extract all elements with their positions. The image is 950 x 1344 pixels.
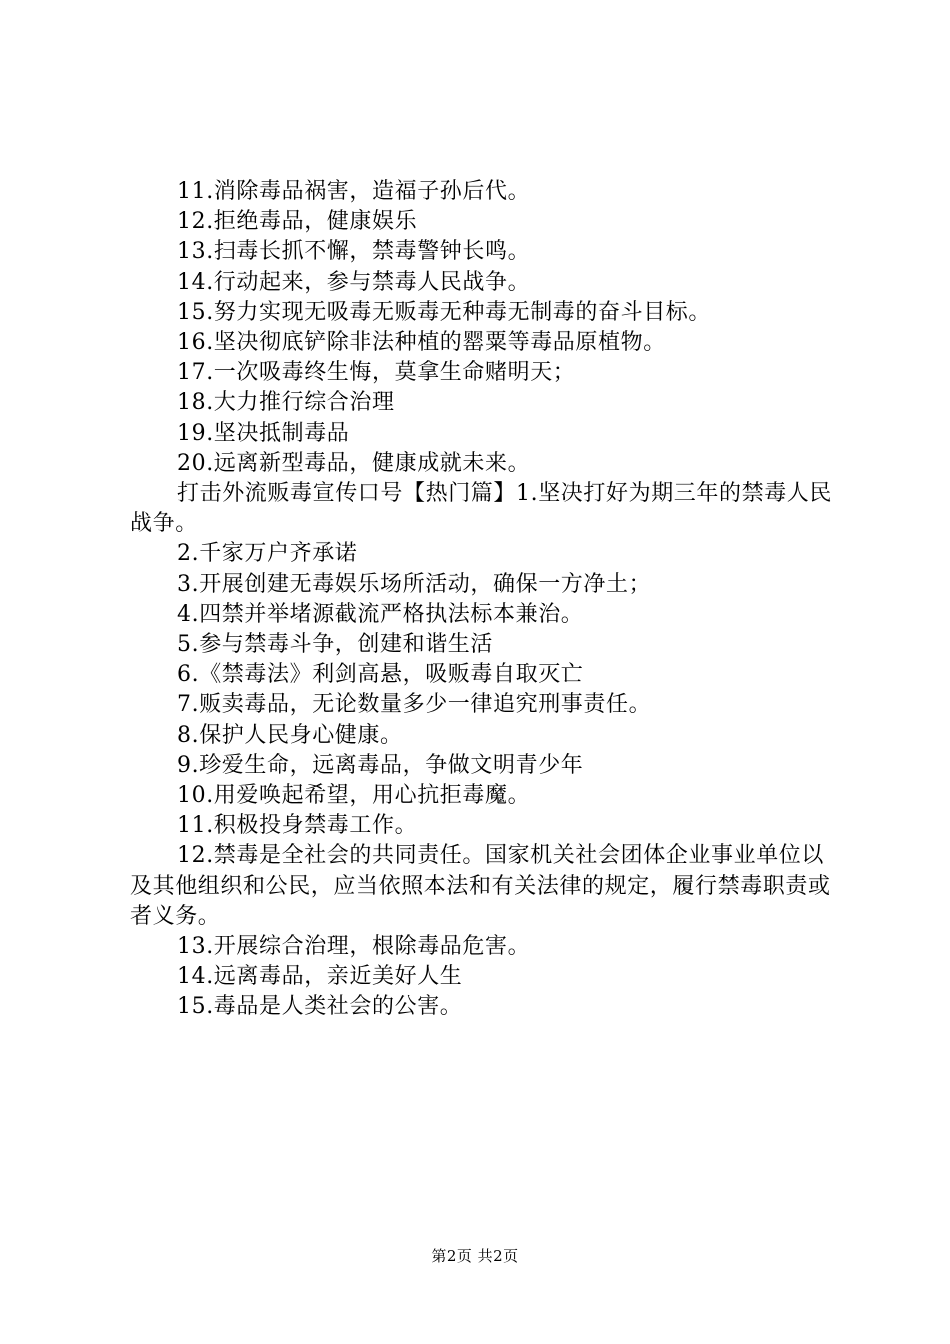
document-body [130, 177, 835, 1023]
paragraph: 2.千家万户齐承诺 [177, 541, 358, 567]
paragraph: 14.行动起来，参与禁毒人民战争。 [177, 269, 531, 295]
paragraph: 18.大力推行综合治理 [177, 390, 395, 416]
paragraph: 9.珍爱生命，远离毒品，争做文明青少年 [177, 752, 584, 778]
paragraph: 19.坚决抵制毒品 [177, 420, 350, 446]
paragraph: 16.坚决彻底铲除非法种植的罂粟等毒品原植物。 [177, 330, 666, 356]
paragraph: 打击外流贩毒宣传口号【热门篇】1.坚决打好为期三年的禁毒人民战争。 [130, 481, 832, 537]
paragraph: 13.开展综合治理，根除毒品危害。 [177, 934, 531, 960]
paragraph: 12.禁毒是全社会的共同责任。国家机关社会团体企业事业单位以及其他组织和公民，应当依照本法和有关法律的规定，履行禁毒职责或者义务。 [130, 843, 831, 929]
paragraph: 11.消除毒品祸害，造福子孙后代。 [177, 179, 531, 204]
page-footer [0, 1246, 950, 1266]
paragraph: 4.四禁并举堵源截流严格执法标本兼治。 [177, 601, 584, 627]
paragraph: 15.努力实现无吸毒无贩毒无种毒无制毒的奋斗目标。 [177, 299, 711, 325]
paragraph: 7.贩卖毒品，无论数量多少一律追究刑事责任。 [177, 692, 652, 718]
page-number: 第2页 共2页 [431, 1247, 519, 1265]
paragraph: 13.扫毒长抓不懈，禁毒警钟长鸣。 [177, 239, 531, 265]
paragraph: 17.一次吸毒终生悔，莫拿生命赌明天； [177, 360, 576, 386]
paragraph: 11.积极投身禁毒工作。 [177, 813, 418, 839]
paragraph: 3.开展创建无毒娱乐场所活动，确保一方净土； [177, 571, 652, 597]
paragraph: 15.毒品是人类社会的公害。 [177, 994, 463, 1020]
paragraph: 8.保护人民身心健康。 [177, 722, 403, 748]
paragraph: 20.远离新型毒品，健康成就未来。 [177, 450, 531, 476]
paragraph: 12.拒绝毒品，健康娱乐 [177, 209, 418, 235]
paragraph: 10.用爱唤起希望，用心抗拒毒魔。 [177, 783, 531, 809]
paragraph: 6.《禁毒法》利剑高悬，吸贩毒自取灭亡 [177, 662, 584, 688]
paragraph: 14.远离毒品，亲近美好人生 [177, 964, 463, 990]
paragraph: 5.参与禁毒斗争，创建和谐生活 [177, 632, 493, 658]
